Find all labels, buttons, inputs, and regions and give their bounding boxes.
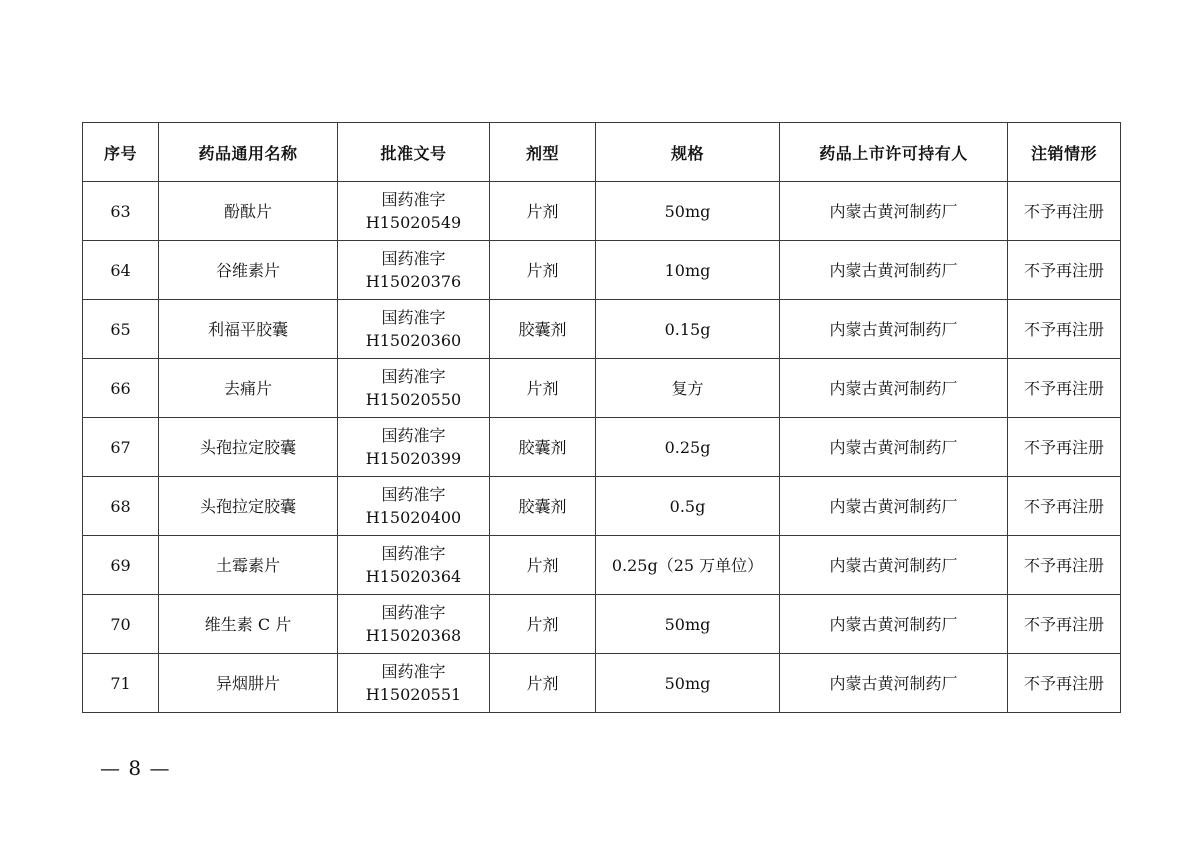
cell-cancellation-status: 不予再注册 xyxy=(1008,182,1121,241)
cell-license-holder: 内蒙古黄河制药厂 xyxy=(780,536,1008,595)
cell-specification: 0.25g（25 万单位） xyxy=(596,536,780,595)
cell-specification: 0.25g xyxy=(596,418,780,477)
approval-code: H15020364 xyxy=(365,567,462,586)
table-row xyxy=(83,182,1121,241)
cell-dosage-form: 片剂 xyxy=(490,182,596,241)
approval-code: H15020551 xyxy=(365,685,462,704)
cell-approval-number xyxy=(338,418,490,477)
cell-dosage-form: 片剂 xyxy=(490,536,596,595)
cell-specification: 50mg xyxy=(596,595,780,654)
approval-code: H15020549 xyxy=(365,213,462,232)
cell-drug-name: 维生素 C 片 xyxy=(159,595,338,654)
approval-prefix: 国药准字 xyxy=(381,603,446,622)
header-license-holder: 药品上市许可持有人 xyxy=(780,123,1008,182)
cell-serial-number: 70 xyxy=(83,595,159,654)
cell-dosage-form: 胶囊剂 xyxy=(490,477,596,536)
cell-dosage-form: 片剂 xyxy=(490,595,596,654)
cell-serial-number: 69 xyxy=(83,536,159,595)
cell-license-holder: 内蒙古黄河制药厂 xyxy=(780,654,1008,713)
header-serial-number: 序号 xyxy=(83,123,159,182)
cell-drug-name: 谷维素片 xyxy=(159,241,338,300)
cell-serial-number: 63 xyxy=(83,182,159,241)
cell-specification: 0.15g xyxy=(596,300,780,359)
cell-dosage-form: 片剂 xyxy=(490,241,596,300)
approval-prefix: 国药准字 xyxy=(381,485,446,504)
approval-code: H15020360 xyxy=(365,331,462,350)
cell-cancellation-status: 不予再注册 xyxy=(1008,359,1121,418)
page-number: — 8 — xyxy=(100,756,171,780)
table-row xyxy=(83,241,1121,300)
cell-specification: 50mg xyxy=(596,654,780,713)
cell-serial-number: 66 xyxy=(83,359,159,418)
cell-approval-number xyxy=(338,477,490,536)
cell-license-holder: 内蒙古黄河制药厂 xyxy=(780,418,1008,477)
approval-prefix: 国药准字 xyxy=(381,426,446,445)
approval-prefix: 国药准字 xyxy=(381,367,446,386)
cell-drug-name: 利福平胶囊 xyxy=(159,300,338,359)
table-row xyxy=(83,536,1121,595)
cell-serial-number: 71 xyxy=(83,654,159,713)
cell-approval-number xyxy=(338,654,490,713)
cell-license-holder: 内蒙古黄河制药厂 xyxy=(780,595,1008,654)
header-dosage-form: 剂型 xyxy=(490,123,596,182)
cell-license-holder: 内蒙古黄河制药厂 xyxy=(780,477,1008,536)
table-row xyxy=(83,654,1121,713)
header-approval-number: 批准文号 xyxy=(338,123,490,182)
table-row xyxy=(83,418,1121,477)
table-header-row xyxy=(83,123,1121,182)
drug-cancellation-table xyxy=(82,122,1121,713)
cell-dosage-form: 片剂 xyxy=(490,654,596,713)
table-row xyxy=(83,477,1121,536)
cell-cancellation-status: 不予再注册 xyxy=(1008,241,1121,300)
table-row xyxy=(83,595,1121,654)
cell-cancellation-status: 不予再注册 xyxy=(1008,536,1121,595)
approval-code: H15020368 xyxy=(365,626,462,645)
cell-drug-name: 头孢拉定胶囊 xyxy=(159,418,338,477)
cell-drug-name: 酚酞片 xyxy=(159,182,338,241)
approval-code: H15020550 xyxy=(365,390,462,409)
cell-drug-name: 异烟肼片 xyxy=(159,654,338,713)
cell-specification: 复方 xyxy=(596,359,780,418)
cell-license-holder: 内蒙古黄河制药厂 xyxy=(780,359,1008,418)
cell-drug-name: 土霉素片 xyxy=(159,536,338,595)
cell-serial-number: 67 xyxy=(83,418,159,477)
approval-code: H15020399 xyxy=(365,449,462,468)
cell-approval-number xyxy=(338,359,490,418)
cell-serial-number: 65 xyxy=(83,300,159,359)
cell-serial-number: 64 xyxy=(83,241,159,300)
approval-prefix: 国药准字 xyxy=(381,544,446,563)
cell-cancellation-status: 不予再注册 xyxy=(1008,654,1121,713)
cell-cancellation-status: 不予再注册 xyxy=(1008,418,1121,477)
cell-drug-name: 去痛片 xyxy=(159,359,338,418)
cell-cancellation-status: 不予再注册 xyxy=(1008,477,1121,536)
cell-specification: 10mg xyxy=(596,241,780,300)
cell-approval-number xyxy=(338,182,490,241)
approval-code: H15020400 xyxy=(365,508,462,527)
cell-license-holder: 内蒙古黄河制药厂 xyxy=(780,300,1008,359)
cell-approval-number xyxy=(338,300,490,359)
cell-approval-number xyxy=(338,241,490,300)
table-row xyxy=(83,300,1121,359)
cell-dosage-form: 片剂 xyxy=(490,359,596,418)
cell-cancellation-status: 不予再注册 xyxy=(1008,595,1121,654)
approval-prefix: 国药准字 xyxy=(381,662,446,681)
approval-prefix: 国药准字 xyxy=(381,308,446,327)
cell-serial-number: 68 xyxy=(83,477,159,536)
header-specification: 规格 xyxy=(596,123,780,182)
cell-drug-name: 头孢拉定胶囊 xyxy=(159,477,338,536)
approval-code: H15020376 xyxy=(365,272,462,291)
cell-approval-number xyxy=(338,595,490,654)
cell-specification: 0.5g xyxy=(596,477,780,536)
approval-prefix: 国药准字 xyxy=(381,249,446,268)
cell-license-holder: 内蒙古黄河制药厂 xyxy=(780,182,1008,241)
approval-prefix: 国药准字 xyxy=(381,190,446,209)
header-drug-name: 药品通用名称 xyxy=(159,123,338,182)
cell-license-holder: 内蒙古黄河制药厂 xyxy=(780,241,1008,300)
cell-specification: 50mg xyxy=(596,182,780,241)
cell-dosage-form: 胶囊剂 xyxy=(490,418,596,477)
cell-cancellation-status: 不予再注册 xyxy=(1008,300,1121,359)
table-row xyxy=(83,359,1121,418)
cell-dosage-form: 胶囊剂 xyxy=(490,300,596,359)
cell-approval-number xyxy=(338,536,490,595)
header-cancellation-status: 注销情形 xyxy=(1008,123,1121,182)
